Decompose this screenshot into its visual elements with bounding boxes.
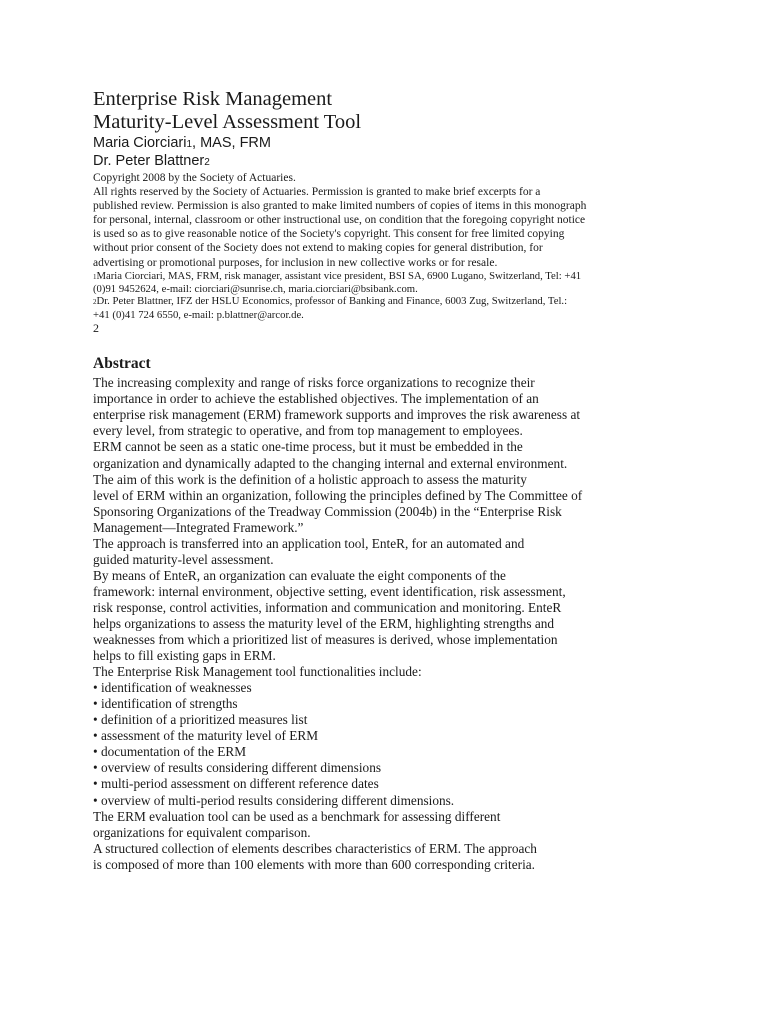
abstract-line: The Enterprise Risk Management tool functionalities include: — [93, 664, 422, 680]
bullet-item: • overview of results considering different dimensions — [93, 760, 382, 776]
bullet-item: • documentation of the ERM — [93, 744, 247, 760]
abstract-line: A structured collection of elements describes characteristics of ERM. The approach — [93, 840, 537, 856]
bullet-item: • overview of multi-period results considering different dimensions. — [93, 792, 455, 808]
footnote-1-line-1 — [93, 270, 653, 283]
abstract-line: helps organizations to assess the maturity level of the ERM, highlighting strengths and — [93, 615, 555, 631]
footnote-1-line-2: (0)91 9452624, e-mail: ciorciari@sunrise.ch, maria.ciorciari@bsibank.com. — [93, 283, 418, 296]
bullet-item: • multi-period assessment on different reference dates — [93, 776, 379, 792]
footnote-2-mark: 2 — [93, 298, 97, 307]
author-2-footnote-mark: 2 — [204, 157, 210, 168]
abstract-line: is composed of more than 100 elements with more than 600 corresponding criteria. — [93, 856, 536, 872]
footnotes — [93, 270, 653, 322]
abstract-line: every level, from strategic to operative, and from top management to employees. — [93, 423, 523, 439]
bullet-item: • identification of weaknesses — [93, 680, 252, 696]
copyright-line: advertising or promotional purposes, for inclusion in new collective works or for resale. — [93, 256, 498, 269]
abstract-line: organization and dynamically adapted to the changing internal and external environment. — [93, 455, 568, 471]
copyright-line: All rights reserved by the Society of Actuaries. Permission is granted to make brief excerpts for a — [93, 186, 541, 199]
bullet-item: • assessment of the maturity level of ERM — [93, 728, 319, 744]
copyright-line: for personal, internal, classroom or other instructional use, on condition that the foregoing copyright notice — [93, 214, 586, 227]
abstract-line: The approach is transferred into an application tool, EnteR, for an automated and — [93, 535, 525, 551]
abstract-line: weaknesses from which a prioritized list of measures is derived, whose implementation — [93, 632, 558, 648]
abstract-line: The ERM evaluation tool can be used as a benchmark for assessing different — [93, 808, 501, 824]
document-title-line-2: Maturity-Level Assessment Tool — [93, 111, 362, 133]
copyright-notice — [93, 171, 653, 270]
abstract-line: enterprise risk management (ERM) framework supports and improves the risk awareness at — [93, 407, 581, 423]
abstract-line: The increasing complexity and range of risks force organizations to recognize their — [93, 375, 535, 391]
bullet-item: • identification of strengths — [93, 696, 238, 712]
document-title-line-1: Enterprise Risk Management — [93, 88, 333, 110]
copyright-line: published review. Permission is also granted to make limited numbers of copies of items in this monograph — [93, 200, 587, 213]
abstract-line: Management—Integrated Framework.” — [93, 519, 304, 535]
footnote-2-text: Dr. Peter Blattner, IFZ der HSLU Economics, professor of Banking and Finance, 6003 Zug, Switzerland, Tel.: — [96, 295, 568, 308]
abstract-line: organizations for equivalent comparison. — [93, 824, 311, 840]
abstract-line: importance in order to achieve the established objectives. The implementation of an — [93, 391, 539, 407]
abstract-line: level of ERM within an organization, following the principles defined by The Committee of — [93, 487, 583, 503]
bullet-item: • definition of a prioritized measures list — [93, 712, 308, 728]
author-2-name: Dr. Peter Blattner — [93, 153, 205, 169]
abstract-heading: Abstract — [93, 355, 151, 373]
author-1-footnote-mark: 1 — [186, 139, 193, 150]
abstract-line: framework: internal environment, objective setting, event identification, risk assessment, — [93, 583, 566, 599]
abstract-line: ERM cannot be seen as a static one-time process, but it must be embedded in the — [93, 439, 523, 455]
copyright-line: is used so as to give reasonable notice of the Society's copyright. This consent for free limited copying — [93, 228, 565, 241]
abstract-line: risk response, control activities, information and communication and monitoring. EnteR — [93, 599, 562, 615]
abstract-line: By means of EnteR, an organization can evaluate the eight components of the — [93, 567, 506, 583]
footnote-1-mark: 1 — [93, 272, 97, 281]
abstract-line: The aim of this work is the definition of a holistic approach to assess the maturity — [93, 471, 527, 487]
copyright-line: Copyright 2008 by the Society of Actuaries. — [93, 172, 296, 184]
author-1 — [93, 135, 653, 153]
abstract-line: guided maturity-level assessment. — [93, 551, 274, 567]
page-number: 2 — [93, 321, 99, 336]
footnote-2-line-1 — [93, 295, 653, 308]
section-gap — [93, 335, 653, 355]
copyright-line: without prior consent of the Society does not extend to making copies for general distribution, for — [93, 242, 543, 255]
footnote-2-line-2: +41 (0)41 724 6550, e-mail: p.blattner@arcor.de. — [93, 308, 304, 321]
author-1-name: Maria Ciorciari — [93, 135, 187, 151]
abstract-line: helps to fill existing gaps in ERM. — [93, 648, 276, 664]
author-1-credentials: , MAS, FRM — [192, 135, 271, 151]
abstract-line: Sponsoring Organizations of the Treadway Commission (2004b) in the “Enterprise Risk — [93, 503, 562, 519]
author-2 — [93, 153, 653, 171]
abstract-body — [93, 375, 653, 872]
footnote-1-text: Maria Ciorciari, MAS, FRM, risk manager, assistant vice president, BSI SA, 6900 Lugano, Switzerland, Tel: +41 — [96, 269, 582, 282]
document-page — [93, 88, 653, 873]
